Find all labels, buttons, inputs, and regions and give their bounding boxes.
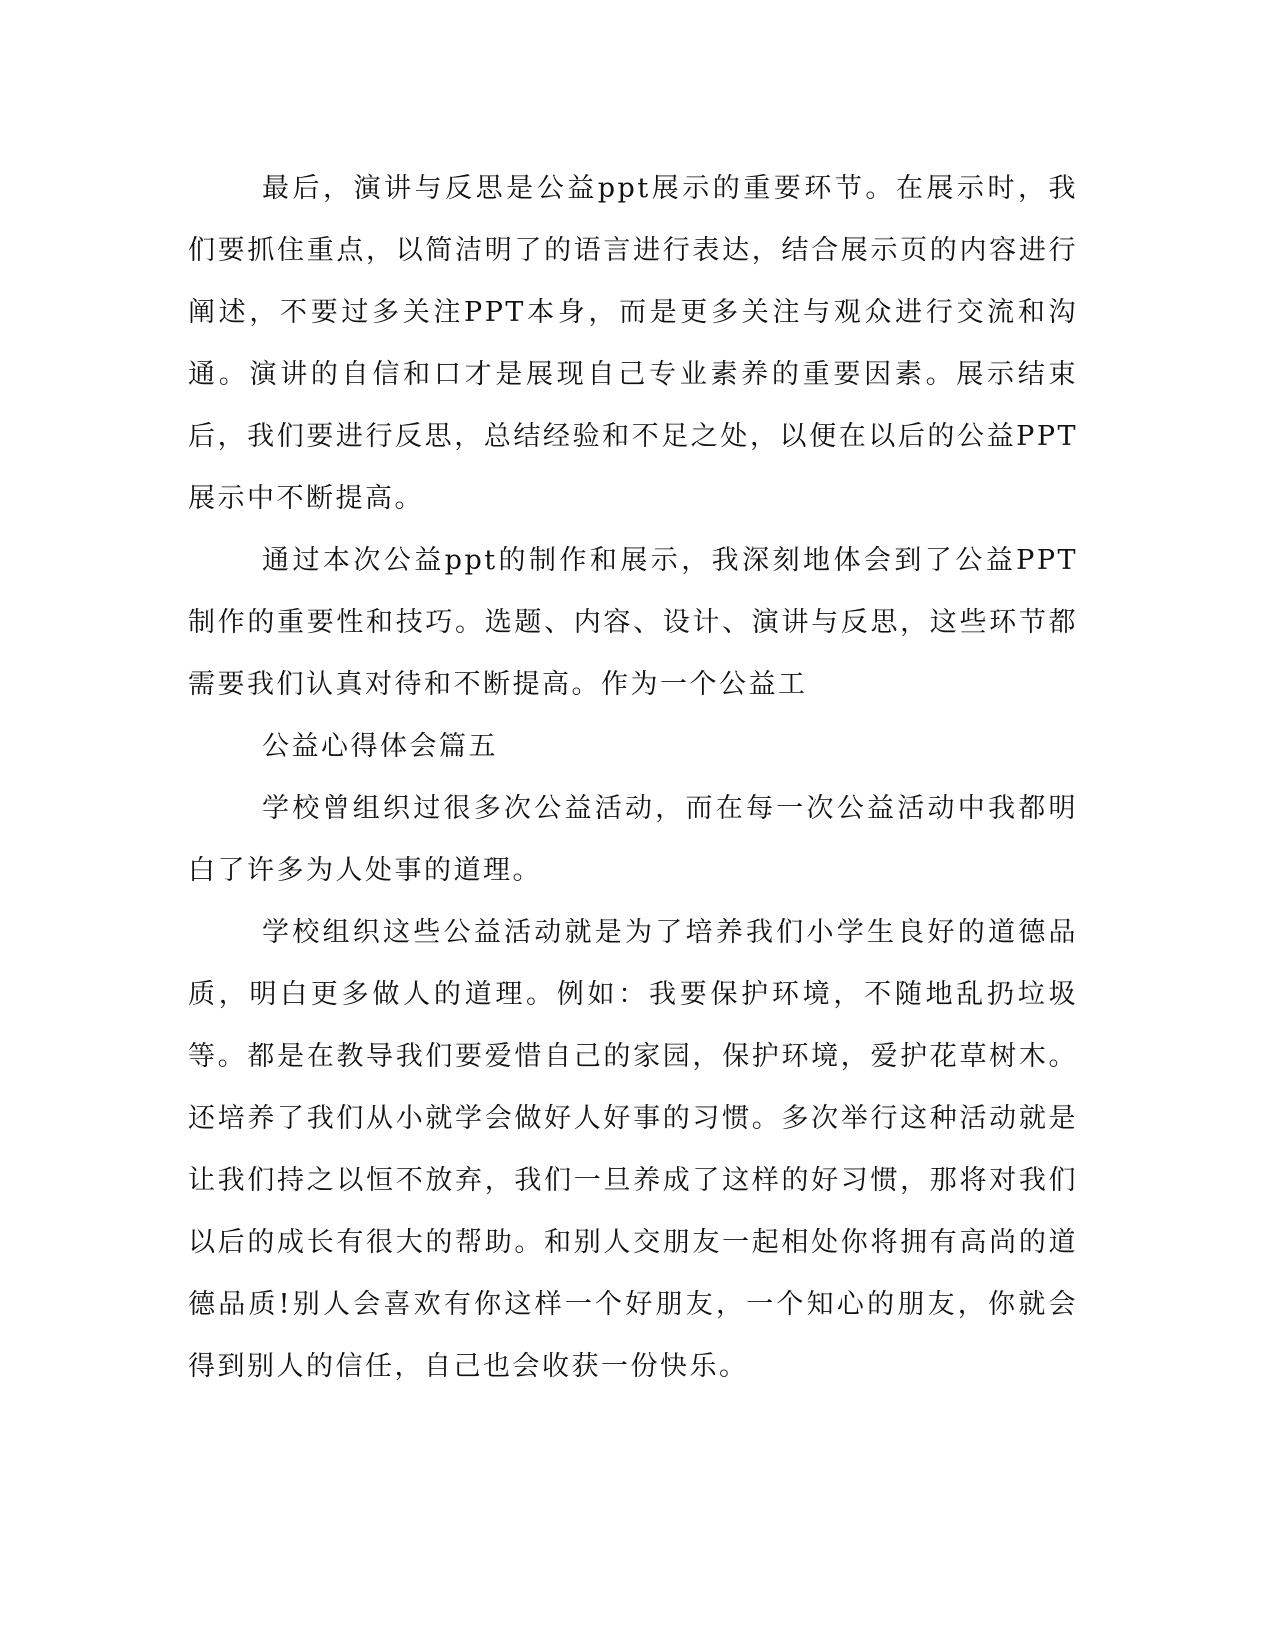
paragraph-school-activities: 学校曾组织过很多次公益活动，而在每一次公益活动中我都明白了许多为人处事的道理。 bbox=[188, 793, 1078, 886]
paragraph-summary: 通过本次公益ppt的制作和展示，我深刻地体会到了公益PPT制作的重要性和技巧。选题、内容、设计、演讲与反思，这些环节都需要我们认真对待和不断提高。作为一个公益工 bbox=[188, 545, 1078, 700]
paragraph-speech-reflection: 最后，演讲与反思是公益ppt展示的重要环节。在展示时，我们要抓住重点，以简洁明了的语言进行表达，结合展示页的内容进行阐述，不要过多关注PPT本身，而是更多关注与观众进行交流和沟通。演讲的自信和口才是展现自己专业素养的重要因素。展示结束后，我们要进行反思，总结经验和不足之处，以便在以后的公益PPT展示中不断提高。 bbox=[188, 173, 1078, 514]
section-title: 公益心得体会篇五 bbox=[262, 731, 498, 762]
document-body bbox=[188, 158, 1078, 1398]
paragraph-moral-quality: 学校组织这些公益活动就是为了培养我们小学生良好的道德品质，明白更多做人的道理。例如：我要保护环境，不随地乱扔垃圾等。都是在教导我们要爱惜自己的家园，保护环境，爱护花草树木。还培养了我们从小就学会做好人好事的习惯。多次举行这种活动就是让我们持之以恒不放弃，我们一旦养成了这样的好习惯，那将对我们以后的成长有很大的帮助。和别人交朋友一起相处你将拥有高尚的道德品质!别人会喜欢有你这样一个好朋友，一个知心的朋友，你就会得到别人的信任，自己也会收获一份快乐。 bbox=[188, 917, 1078, 1382]
